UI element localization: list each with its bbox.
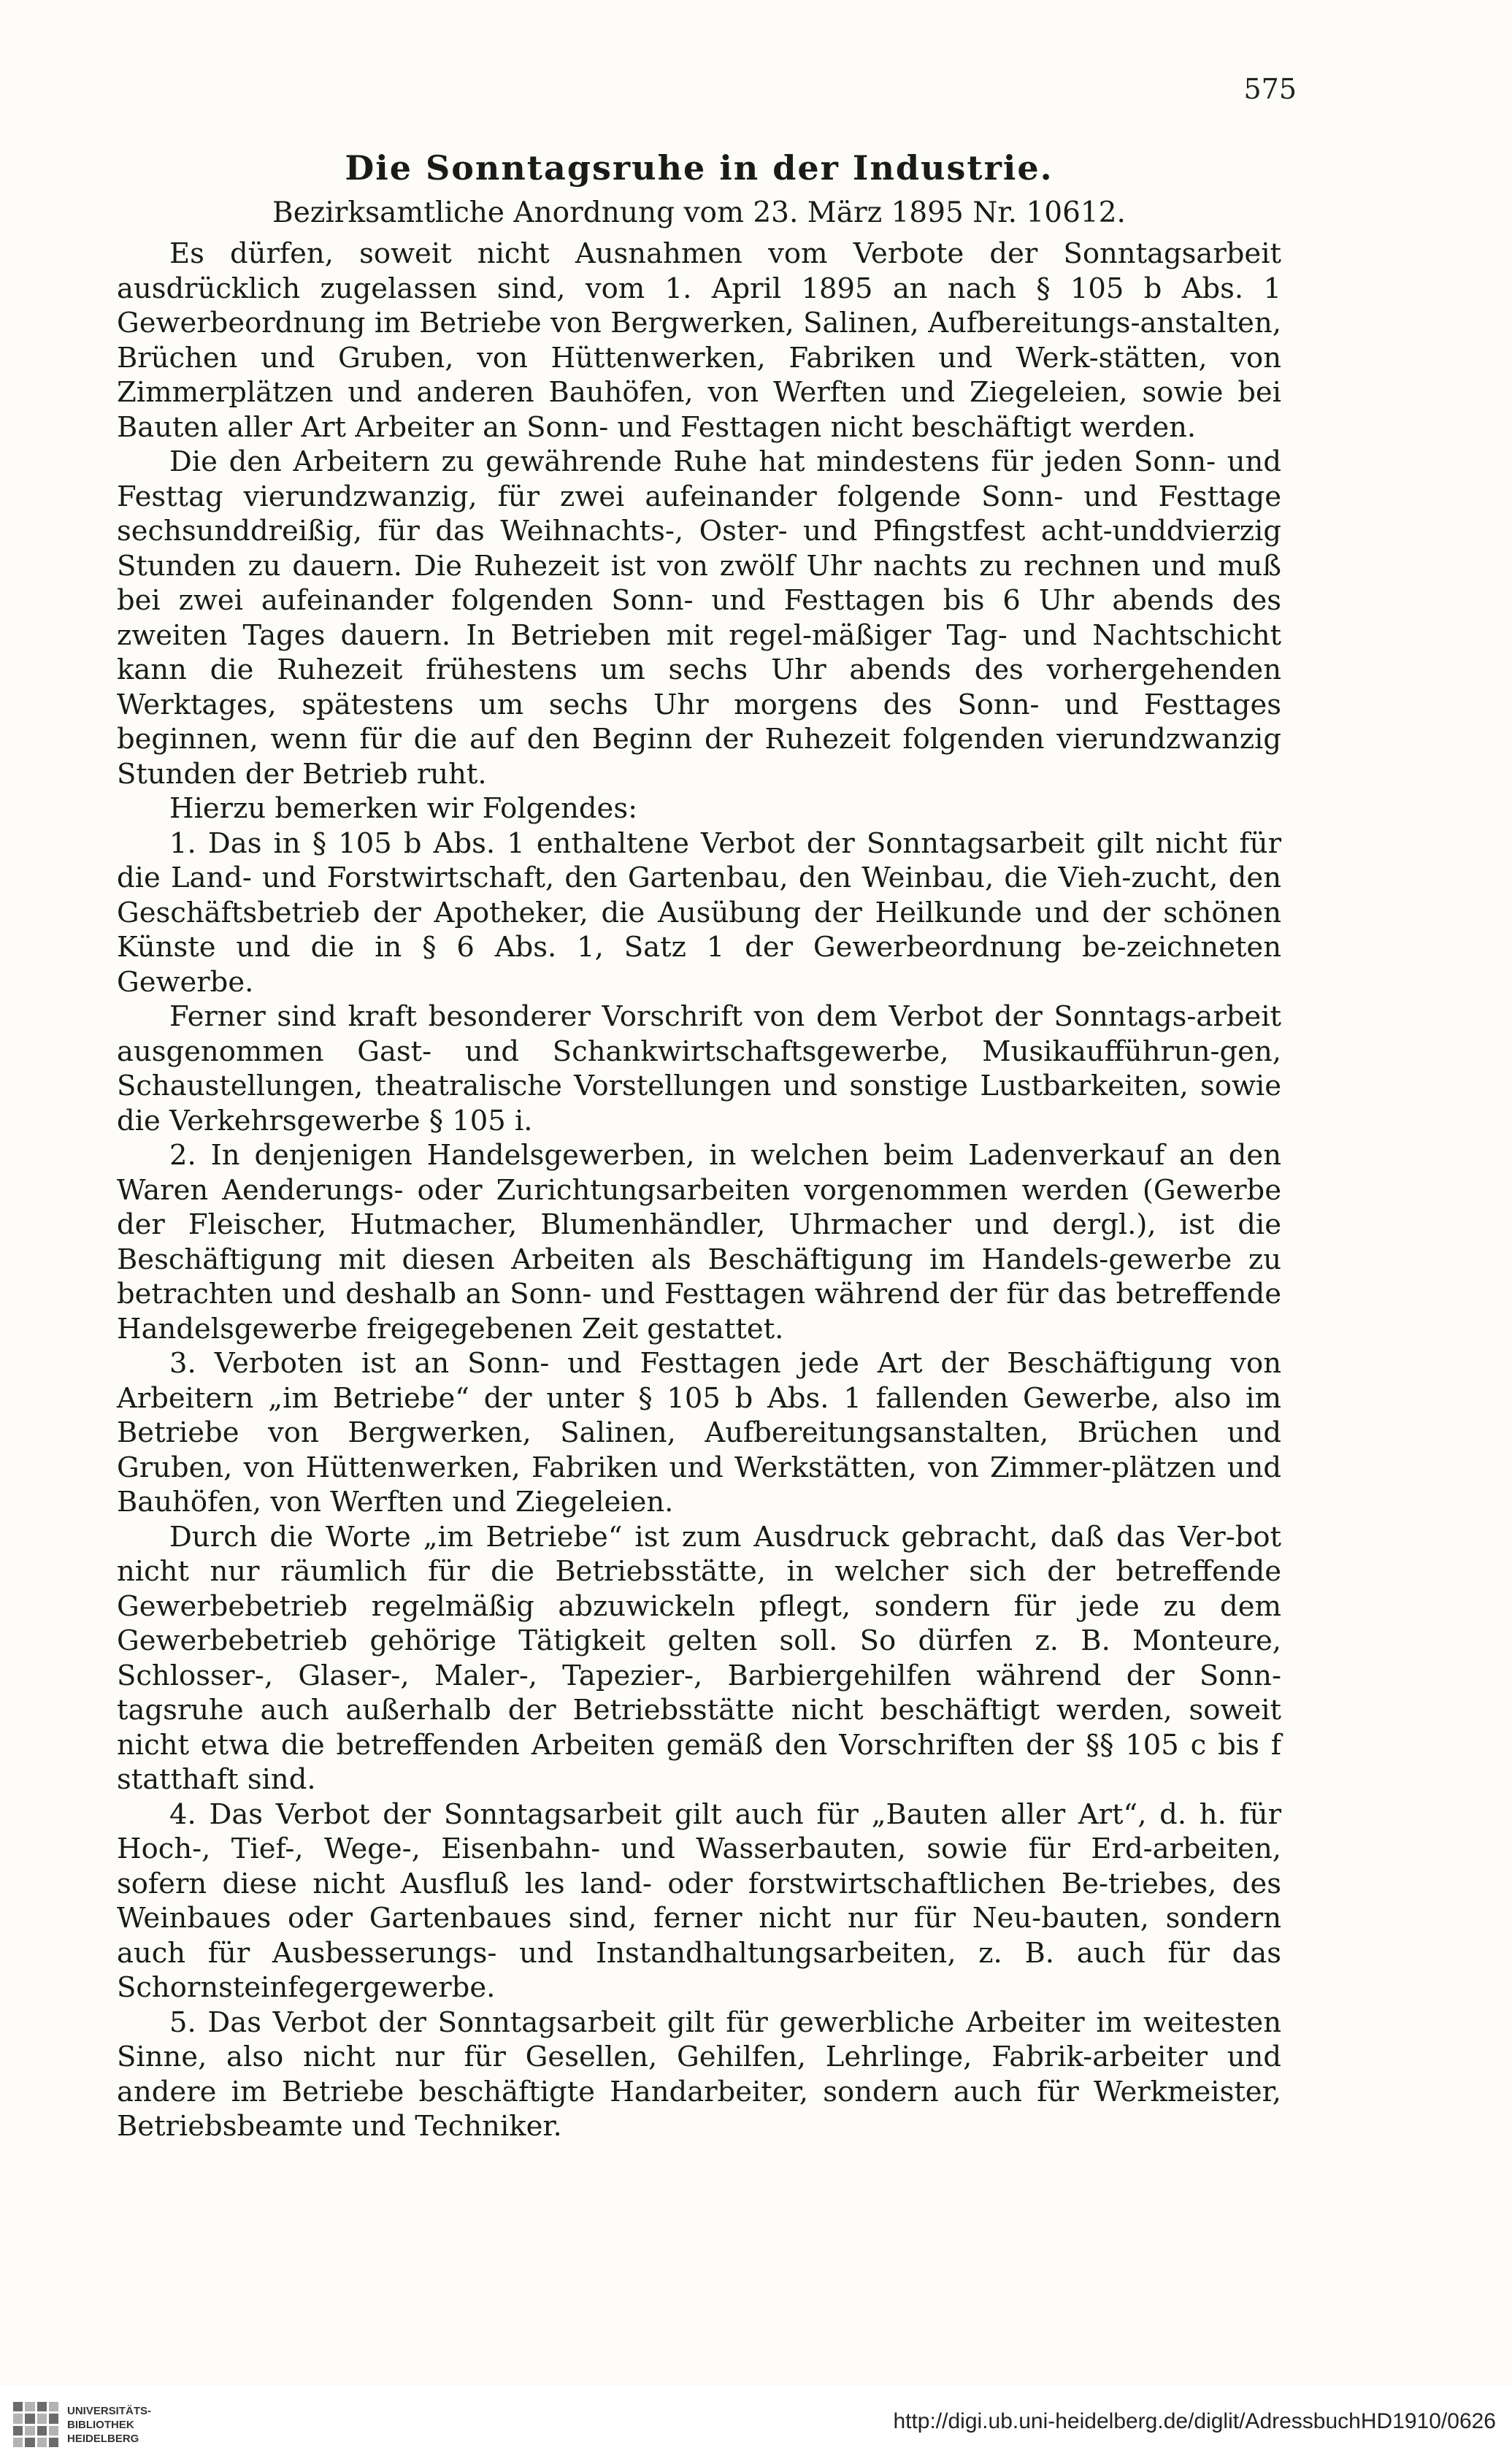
page-number: 575: [1243, 73, 1297, 105]
logo-line: UNIVERSITÄTS-: [67, 2404, 152, 2417]
paragraph: 2. In denjenigen Handelsgewerben, in welchen beim Ladenverkauf an den Waren Aenderungs- oder Zurichtungsarbeiten vorgenommen werden (Gewerbe der Fleischer, Hutmacher, Blumenhändler, Uhrmacher und dergl.), ist die Beschäftigung mit diesen Arbeiten als Beschäftigung im Handels-gewerbe zu betrachten und deshalb an Sonn- und Festtagen während der für das betreffende Handelsgewerbe freigegebenen Zeit gestattet.: [117, 1139, 1281, 1345]
source-url-link[interactable]: http://digi.ub.uni-heidelberg.de/diglit/AdressbuchHD1910/0626: [893, 2409, 1496, 2433]
library-logo[interactable]: [13, 2402, 151, 2447]
logo-line: HEIDELBERG: [67, 2432, 139, 2445]
logo-line: BIBLIOTHEK: [67, 2418, 134, 2431]
library-logo-icon: [13, 2402, 58, 2447]
article-subtitle: Bezirksamtliche Anordnung vom 23. März 1895 Nr. 10612.: [272, 196, 1126, 229]
paragraph: Hierzu bemerken wir Folgendes:: [169, 792, 638, 825]
paragraph: 5. Das Verbot der Sonntagsarbeit gilt für gewerbliche Arbeiter im weitesten Sinne, also nicht nur für Gesellen, Gehilfen, Lehrlinge, Fabrik-arbeiter und andere im Betriebe beschäftigte Handarbeiter, sondern auch für Werkmeister, Betriebsbeamte und Techniker.: [117, 2005, 1281, 2143]
paragraph: Ferner sind kraft besonderer Vorschrift von dem Verbot der Sonntags-arbeit ausgenommen Gast- und Schankwirtschaftsgewerbe, Musikaufführun-gen, Schaustellungen, theatralische Vorstellungen und sonstige Lustbarkeiten, sowie die Verkehrsgewerbe § 105 i.: [117, 1000, 1281, 1137]
paragraph: 4. Das Verbot der Sonntagsarbeit gilt auch für „Bauten aller Art“, d. h. für Hoch-, Tief-, Wege-, Eisenbahn- und Wasserbauten, sowie für Erd-arbeiten, sofern diese nicht Ausfluß les land- oder forstwirtschaftlichen Be-triebes, des Weinbaues oder Gartenbaues sind, ferner nicht nur für Neu-bauten, sondern auch für Ausbesserungs- und Instandhaltungsarbeiten, z. B. auch für das Schornsteinfegergewerbe.: [117, 1797, 1281, 2004]
article-title: Die Sonntagsruhe in der Industrie.: [345, 148, 1054, 188]
paragraph: Es dürfen, soweit nicht Ausnahmen vom Verbote der Sonntagsarbeit ausdrücklich zugelassen sind, vom 1. April 1895 an nach § 105 b Abs. 1 Gewerbeordnung im Betriebe von Bergwerken, Salinen, Aufbereitungs-anstalten, Brüchen und Gruben, von Hüttenwerken, Fabriken und Werk-stätten, von Zimmerplätzen und anderen Bauhöfen, von Werften und Ziegeleien, sowie bei Bauten aller Art Arbeiter an Sonn- und Festtagen nicht beschäftigt werden.: [117, 237, 1281, 444]
article: [117, 146, 1281, 2144]
paragraph: Die den Arbeitern zu gewährende Ruhe hat mindestens für jeden Sonn- und Festtag vierundzwanzig, für zwei aufeinander folgende Sonn- und Festtage sechsunddreißig, für das Weihnachts-, Oster- und Pfingstfest acht-unddvierzig Stunden zu dauern. Die Ruhezeit ist von zwölf Uhr nachts zu rechnen und muß bei zwei aufeinander folgenden Sonn- und Festtagen bis 6 Uhr abends des zweiten Tages dauern. In Betrieben mit regel-mäßiger Tag- und Nachtschicht kann die Ruhezeit frühestens um sechs Uhr abends des vorhergehenden Werktages, spätestens um sechs Uhr morgens des Sonn- und Festtages beginnen, wenn für die auf den Beginn der Ruhezeit folgenden vierundzwanzig Stunden der Betrieb ruht.: [117, 445, 1281, 791]
paragraph: 1. Das in § 105 b Abs. 1 enthaltene Verbot der Sonntagsarbeit gilt nicht für die Land- und Forstwirtschaft, den Gartenbau, den Weinbau, die Vieh-zucht, den Geschäftsbetrieb der Apotheker, die Ausübung der Heilkunde und der schönen Künste und die in § 6 Abs. 1, Satz 1 der Gewerbeordnung be-zeichneten Gewerbe.: [117, 826, 1281, 999]
paragraph: 3. Verboten ist an Sonn- und Festtagen jede Art der Beschäftigung von Arbeitern „im Betriebe“ der unter § 105 b Abs. 1 fallenden Gewerbe, also im Betriebe von Bergwerken, Salinen, Aufbereitungsanstalten, Brüchen und Gruben, von Hüttenwerken, Fabriken und Werkstätten, von Zimmer-plätzen und Bauhöfen, von Werften und Ziegeleien.: [117, 1347, 1281, 1519]
paragraph: Durch die Worte „im Betriebe“ ist zum Ausdruck gebracht, daß das Ver-bot nicht nur räumlich für die Betriebsstätte, in welcher sich der betreffende Gewerbebetrieb regelmäßig abzuwickeln pflegt, sondern für jede zu dem Gewerbebetrieb gehörige Tätigkeit gelten soll. So dürfen z. B. Monteure, Schlosser-, Glaser-, Maler-, Tapezier-, Barbiergehilfen während der Sonn-tagsruhe auch außerhalb der Betriebsstätte nicht beschäftigt werden, soweit nicht etwa die betreffenden Arbeiten gemäß den Vorschriften der §§ 105 c bis f statthaft sind.: [117, 1520, 1281, 1796]
library-logo-text: [67, 2404, 151, 2446]
